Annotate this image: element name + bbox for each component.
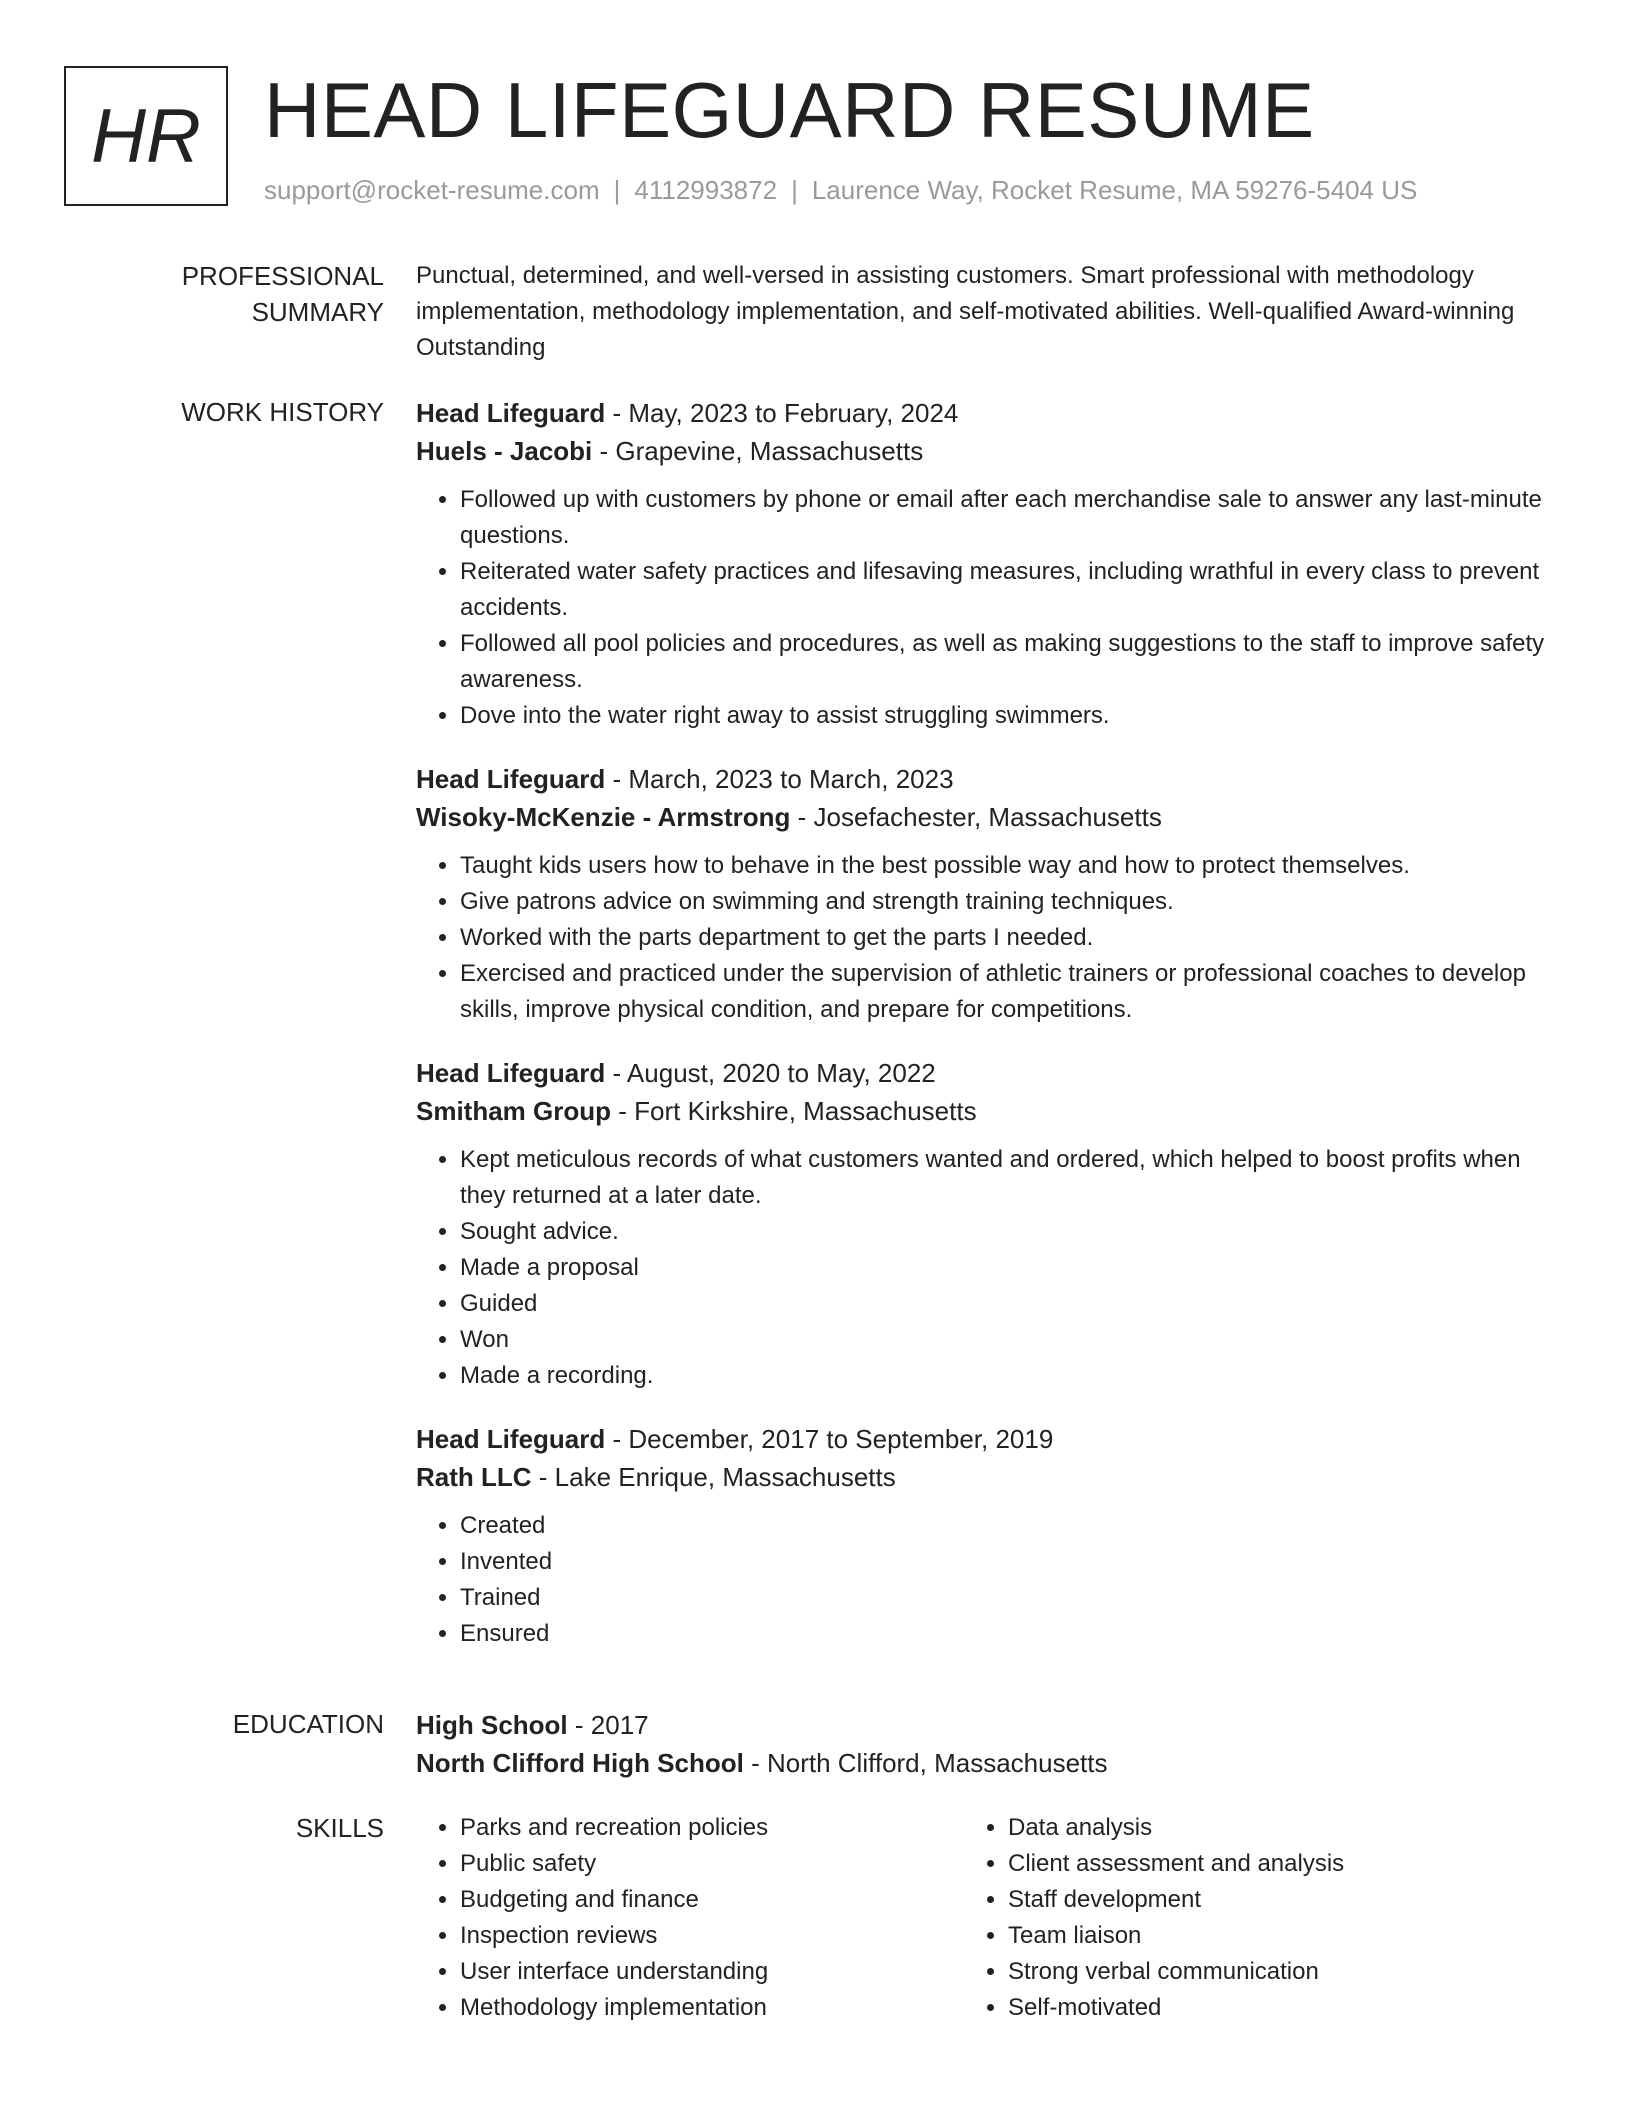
skills-body <box>416 1810 1572 2026</box>
monogram-box <box>64 66 228 206</box>
job-bullets <box>416 482 1572 734</box>
education-body <box>416 1706 1572 1782</box>
summary-body <box>416 258 1572 366</box>
job-bullet: • Trained <box>460 1580 1572 1616</box>
job-company-line <box>416 1092 1572 1130</box>
job-title: Head Lifeguard <box>416 764 606 794</box>
job-bullet: • Guided <box>460 1286 1572 1322</box>
summary-section <box>64 258 1572 366</box>
resume-title: HEAD LIFEGUARD RESUME <box>264 66 1315 154</box>
job-bullets <box>416 1142 1572 1394</box>
education-year: - 2017 <box>574 1710 649 1740</box>
job-bullet: • Made a recording. <box>460 1358 1572 1394</box>
skill-item: • Staff development <box>1008 1882 1512 1918</box>
job-bullet: • Won <box>460 1322 1572 1358</box>
skill-item: • Team liaison <box>1008 1918 1512 1954</box>
job-dates: - May, 2023 to February, 2024 <box>612 398 959 428</box>
job-bullet: • Reiterated water safety practices and lifesaving measures, including wrathful in every class to prevent accidents. <box>460 554 1572 626</box>
skills-list <box>416 1810 964 2026</box>
job-company: Wisoky-McKenzie - Armstrong <box>416 802 791 832</box>
skill-item: • Data analysis <box>1008 1810 1512 1846</box>
job-entry <box>416 760 1572 1028</box>
job-entry <box>416 1420 1572 1652</box>
education-section <box>64 1706 1572 1782</box>
job-bullet: • Dove into the water right away to assist struggling swimmers. <box>460 698 1572 734</box>
monogram-initials: HR <box>91 93 201 179</box>
education-school-line <box>416 1744 1572 1782</box>
job-dates: - August, 2020 to May, 2022 <box>612 1058 936 1088</box>
summary-label: PROFESSIONAL SUMMARY <box>181 261 384 327</box>
job-company: Smitham Group <box>416 1096 612 1126</box>
education-degree-line <box>416 1706 1572 1744</box>
job-title-line <box>416 1054 1572 1092</box>
skill-item: • Parks and recreation policies <box>460 1810 964 1846</box>
skill-item: • Client assessment and analysis <box>1008 1846 1512 1882</box>
work-history-label: WORK HISTORY <box>181 397 384 427</box>
job-bullet: • Followed all pool policies and procedures, as well as making suggestions to the staff to improve safety awareness. <box>460 626 1572 698</box>
job-dates: - March, 2023 to March, 2023 <box>612 764 954 794</box>
contact-line <box>264 172 1417 208</box>
education-label: EDUCATION <box>232 1709 384 1739</box>
job-location: - Grapevine, Massachusetts <box>599 436 924 466</box>
skill-item: • Public safety <box>460 1846 964 1882</box>
skills-label: SKILLS <box>295 1813 384 1843</box>
job-company-line <box>416 432 1572 470</box>
skill-item: • Budgeting and finance <box>460 1882 964 1918</box>
skill-item: • User interface understanding <box>460 1954 964 1990</box>
job-entry <box>416 394 1572 734</box>
skill-item: • Self-motivated <box>1008 1990 1512 2026</box>
contact-phone[interactable]: 4112993872 <box>634 175 778 205</box>
contact-address: Laurence Way, Rocket Resume, MA 59276-5404 US <box>811 175 1418 205</box>
job-title: Head Lifeguard <box>416 398 606 428</box>
job-bullet: • Ensured <box>460 1616 1572 1652</box>
job-location: - Lake Enrique, Massachusetts <box>538 1462 896 1492</box>
skills-column-right <box>964 1810 1512 2026</box>
job-bullets <box>416 1508 1572 1652</box>
job-bullet: • Created <box>460 1508 1572 1544</box>
skills-list <box>964 1810 1512 2026</box>
job-company: Rath LLC <box>416 1462 532 1492</box>
summary-text: Punctual, determined, and well-versed in assisting customers. Smart professional with methodology implementation, methodology implementation, and self-motivated abilities. Well-qualified Award-winning Outstanding <box>416 262 1515 361</box>
job-bullet: • Kept meticulous records of what customers wanted and ordered, which helped to boost profits when they returned at a later date. <box>460 1142 1572 1214</box>
work-history-section <box>64 394 1572 1678</box>
job-dates: - December, 2017 to September, 2019 <box>612 1424 1054 1454</box>
skill-item: • Inspection reviews <box>460 1918 964 1954</box>
job-bullet: • Sought advice. <box>460 1214 1572 1250</box>
job-company-line <box>416 1458 1572 1496</box>
skills-section <box>64 1810 1572 2026</box>
job-entry <box>416 1054 1572 1394</box>
job-title: Head Lifeguard <box>416 1058 606 1088</box>
skill-item: • Methodology implementation <box>460 1990 964 2026</box>
contact-email[interactable]: support@rocket-resume.com <box>264 175 600 205</box>
education-location: - North Clifford, Massachusetts <box>751 1748 1108 1778</box>
job-title: Head Lifeguard <box>416 1424 606 1454</box>
job-title-line <box>416 394 1572 432</box>
job-bullet: • Worked with the parts department to get the parts I needed. <box>460 920 1572 956</box>
job-title-line <box>416 760 1572 798</box>
work-history-body <box>416 394 1572 1678</box>
resume-header <box>64 66 1568 212</box>
skill-item: • Strong verbal communication <box>1008 1954 1512 1990</box>
job-bullet: • Give patrons advice on swimming and strength training techniques. <box>460 884 1572 920</box>
education-degree: High School <box>416 1710 568 1740</box>
education-school: North Clifford High School <box>416 1748 744 1778</box>
job-bullet: • Followed up with customers by phone or email after each merchandise sale to answer any last-minute questions. <box>460 482 1572 554</box>
skills-column-left <box>416 1810 964 2026</box>
job-bullet: • Taught kids users how to behave in the best possible way and how to protect themselves. <box>460 848 1572 884</box>
job-location: - Josefachester, Massachusetts <box>797 802 1162 832</box>
job-company: Huels - Jacobi <box>416 436 593 466</box>
job-bullet: • Made a proposal <box>460 1250 1572 1286</box>
job-bullet: • Invented <box>460 1544 1572 1580</box>
job-bullet: • Exercised and practiced under the supervision of athletic trainers or professional coaches to develop skills, improve physical condition, and prepare for competitions. <box>460 956 1572 1028</box>
contact-separator: | <box>613 175 621 205</box>
job-bullets <box>416 848 1572 1028</box>
job-title-line <box>416 1420 1572 1458</box>
resume-sections <box>64 258 1572 2054</box>
contact-separator: | <box>791 175 798 205</box>
job-location: - Fort Kirkshire, Massachusetts <box>618 1096 977 1126</box>
job-company-line <box>416 798 1572 836</box>
